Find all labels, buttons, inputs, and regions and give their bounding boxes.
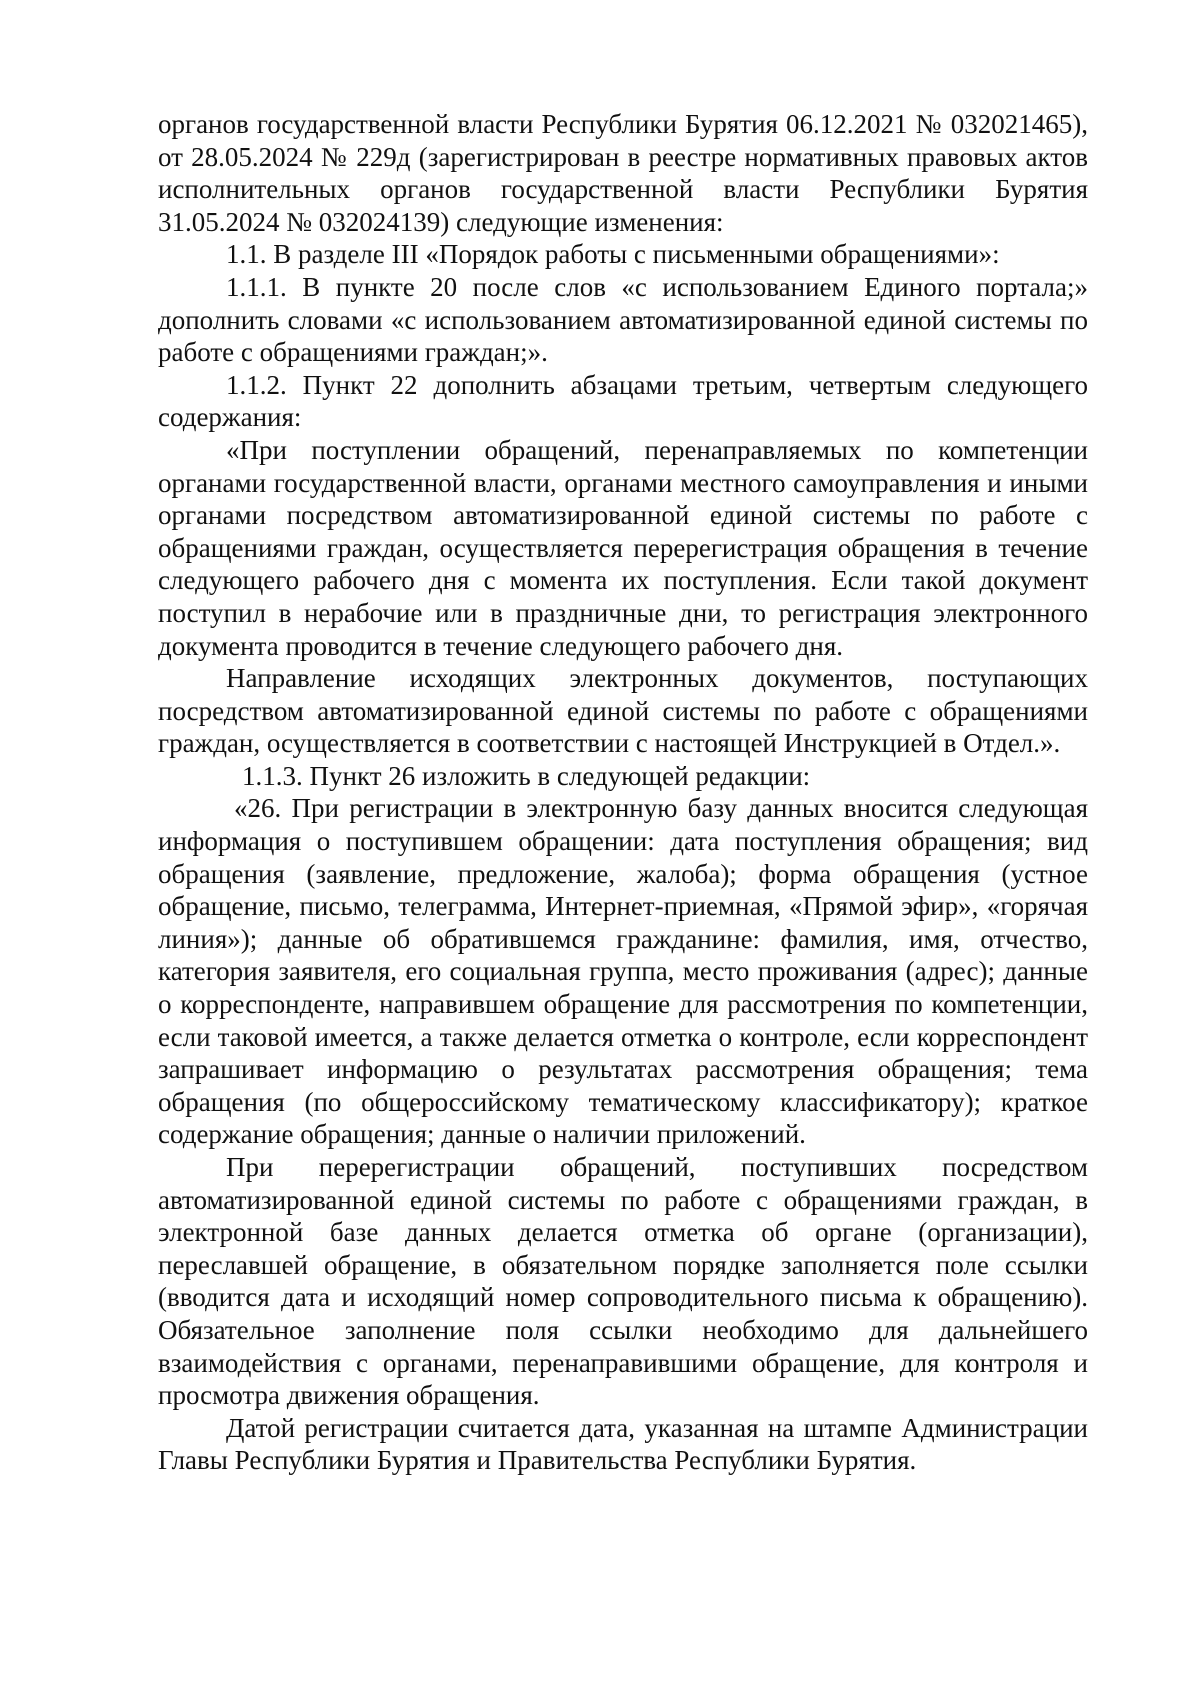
paragraph-reregistration-details: При перерегистрации обращений, поступивших посредством автоматизированной единой системы по работе с обращениями граждан, в электронной базе данных делается отметка об органе (организации), переславшей обращение, в обязательном порядке заполняется поле ссылки (вводится дата и исходящий номер сопроводительного письма к обращению). Обязательное заполнение поля ссылки необходимо для дальнейшего взаимодействия с органами, перенаправившими обращение, для контроля и просмотра движения обращения. — [158, 1152, 1088, 1411]
paragraph-section-iii: 1.1. В разделе III «Порядок работы с письменными обращениями»: — [226, 239, 1000, 270]
paragraph-registration-date: Датой регистрации считается дата, указанная на штампе Администрации Главы Республики Бурятия и Правительства Республики Бурятия. — [158, 1412, 1088, 1476]
paragraph-quote-reregistration: «При поступлении обращений, перенаправляемых по компетенции органами государственной власти, органами местного самоуправления и иными органами посредством автоматизированной единой системы по работе с обращениями граждан, осуществляется перерегистрация обращения в течение следующего рабочего дня с момента их поступления. Если такой документ поступил в нерабочие или в праздничные дни, то регистрация электронного документа проводится в течение следующего рабочего дня. — [158, 434, 1088, 661]
document-body — [158, 108, 1088, 1477]
paragraph-item-26: «26. При регистрации в электронную базу данных вносится следующая информация о поступившем обращении: дата поступления обращения; вид обращения (заявление, предложение, жалоба); форма обращения (устное обращение, письмо, телеграмма, Интернет-приемная, «Прямой эфир», «горячая линия»); данные об обратившемся гражданине: фамилия, имя, отчество, категория заявителя, его социальная группа, место проживания (адрес); данные о корреспонденте, направившем обращение для рассмотрения по компетенции, если таковой имеется, а также делается отметка о контроле, если корреспондент запрашивает информацию о результатах рассмотрения обращения; тема обращения (по общероссийскому тематическому классификатору); краткое содержание обращения; данные о наличии приложений. — [158, 793, 1088, 1150]
paragraph-item-1-1-3: 1.1.3. Пункт 26 изложить в следующей редакции: — [242, 760, 811, 791]
paragraph-continuation: органов государственной власти Республики Бурятия 06.12.2021 № 032021465), от 28.05.2024 № 229д (зарегистрирован в реестре нормативных правовых актов исполнительных органов государственной власти Республики Бурятия 31.05.2024 № 032024139) следующие изменения: — [158, 109, 1088, 237]
paragraph-item-1-1-2: 1.1.2. Пункт 22 дополнить абзацами третьим, четвертым следующего содержания: — [158, 369, 1088, 433]
paragraph-item-1-1-1: 1.1.1. В пункте 20 после слов «с использованием Единого портала;» дополнить словами «с использованием автоматизированной единой системы по работе с обращениями граждан;». — [158, 271, 1088, 368]
paragraph-outgoing-documents: Направление исходящих электронных документов, поступающих посредством автоматизированной единой системы по работе с обращениями граждан, осуществляется в соответствии с настоящей Инструкцией в Отдел.». — [158, 663, 1088, 759]
